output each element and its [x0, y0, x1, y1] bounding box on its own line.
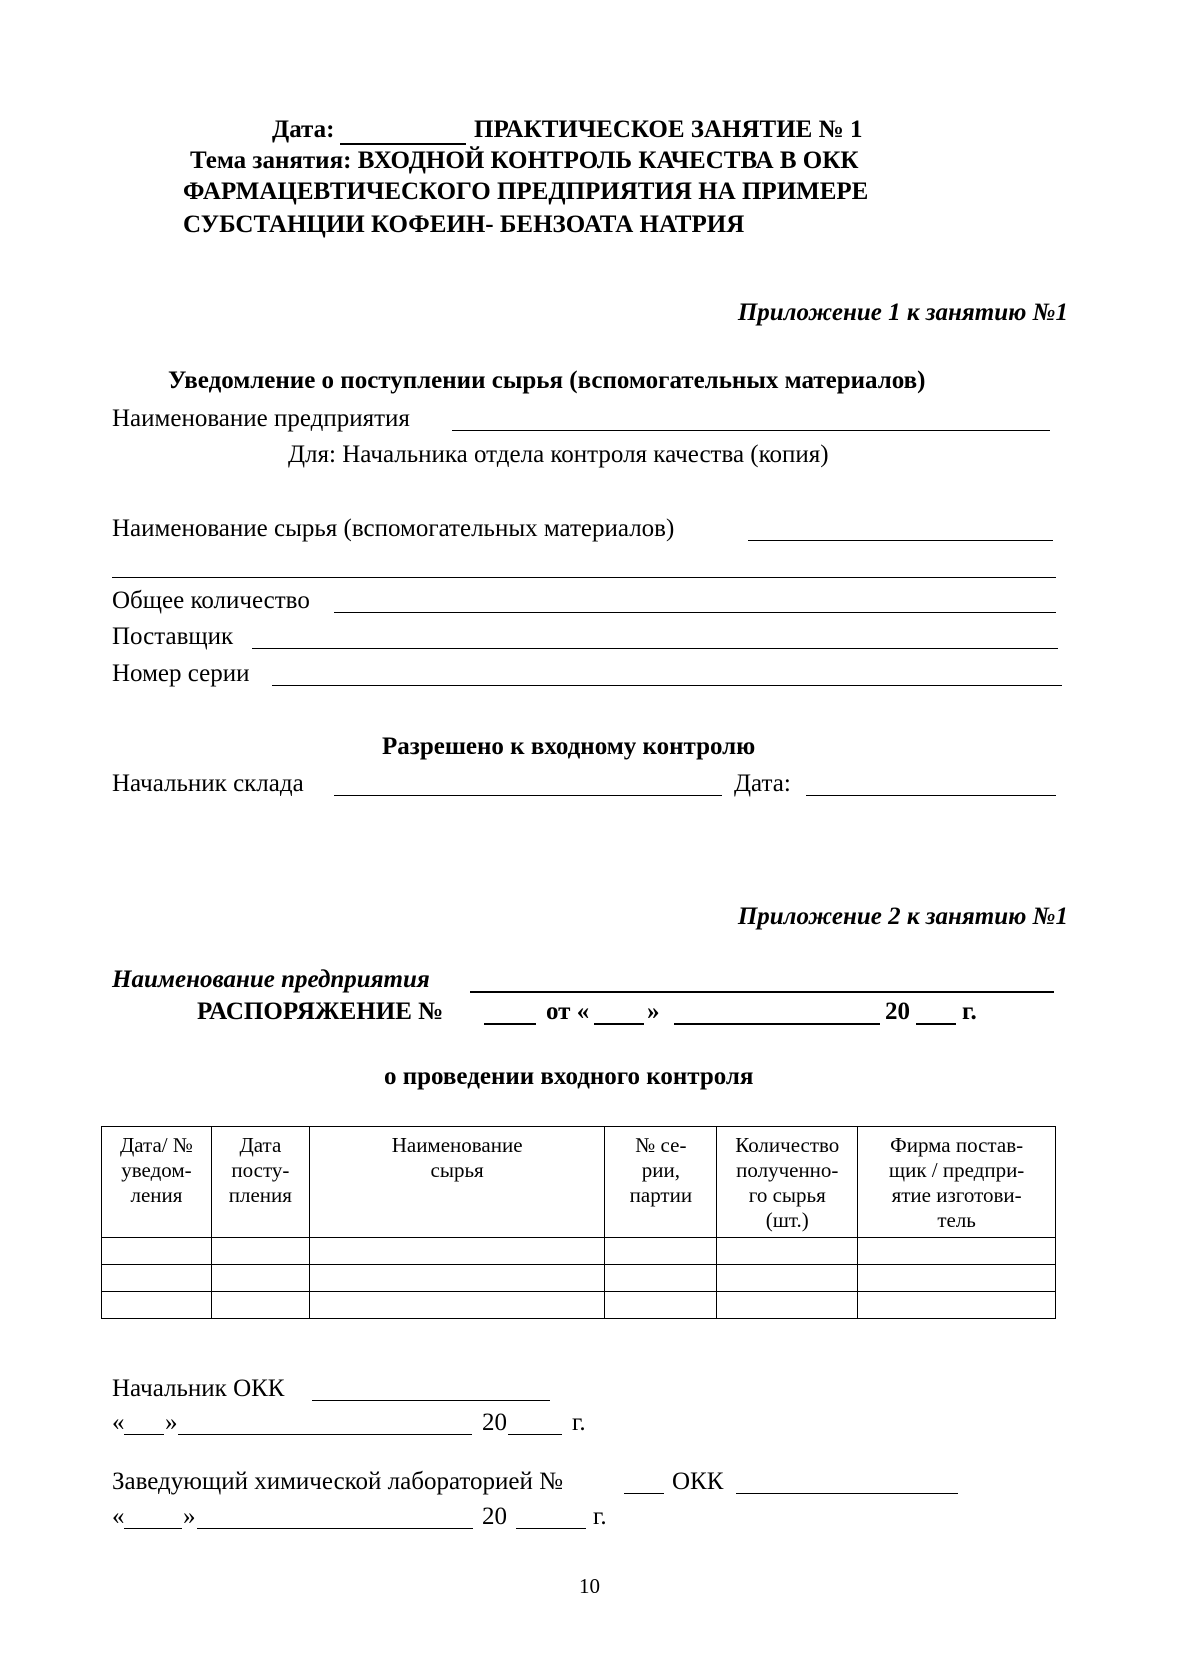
table-row — [102, 1265, 1056, 1292]
lab-head-label: Заведующий химической лабораторией № — [112, 1468, 563, 1495]
lesson-title: ПРАКТИЧЕСКОЕ ЗАНЯТИЕ № 1 — [474, 116, 863, 143]
sig2-year-suffix: г. — [593, 1503, 607, 1530]
total-quantity-line[interactable] — [334, 612, 1056, 613]
raw-material-label: Наименование сырья (вспомогательных материалов) — [112, 515, 675, 542]
sig2-month-line[interactable] — [197, 1528, 473, 1529]
page-number: 10 — [579, 1574, 600, 1598]
order-day-line[interactable] — [594, 1023, 644, 1025]
table-row — [102, 1238, 1056, 1265]
total-quantity-label: Общее количество — [112, 587, 310, 614]
table-cell[interactable] — [858, 1292, 1056, 1319]
table-cell[interactable] — [717, 1292, 858, 1319]
sig1-day-line[interactable] — [124, 1434, 164, 1435]
order-year-label: 20 — [885, 998, 910, 1025]
column-header-supplier: Фирма постав- щик / предпри- ятие изготови- тель — [858, 1127, 1056, 1238]
sig1-month-line[interactable] — [178, 1434, 472, 1435]
table-cell[interactable] — [309, 1292, 605, 1319]
order-month-line[interactable] — [674, 1023, 880, 1025]
okk-head-label: Начальник ОКК — [112, 1375, 285, 1402]
enterprise-label: Наименование предприятия — [112, 405, 410, 432]
warehouse-date-label: Дата: — [734, 770, 791, 797]
column-header-batch: № се- рии, партии — [605, 1127, 717, 1238]
topic-line-2: ФАРМАЦЕВТИЧЕСКОГО ПРЕДПРИЯТИЯ НА ПРИМЕРЕ — [183, 178, 869, 205]
table-cell[interactable] — [102, 1292, 212, 1319]
table-cell[interactable] — [717, 1265, 858, 1292]
topic-line-1: Тема занятия: ВХОДНОЙ КОНТРОЛЬ КАЧЕСТВА В ОКК — [190, 147, 859, 174]
table-cell[interactable] — [605, 1238, 717, 1265]
order-close-quote: » — [647, 998, 660, 1025]
enterprise-line[interactable] — [452, 430, 1050, 431]
sig2-day-line[interactable] — [124, 1528, 182, 1529]
supplier-line[interactable] — [252, 648, 1058, 649]
raw-material-line[interactable] — [748, 540, 1053, 541]
table-cell[interactable] — [102, 1265, 212, 1292]
batch-number-line[interactable] — [272, 685, 1062, 686]
appendix2-enterprise-line[interactable] — [470, 991, 1054, 993]
table-cell[interactable] — [211, 1292, 309, 1319]
topic-line-3: СУБСТАНЦИИ КОФЕИН- БЕНЗОАТА НАТРИЯ — [183, 211, 745, 238]
column-header-notice-date: Дата/ № уведом- ления — [102, 1127, 212, 1238]
order-number-line[interactable] — [484, 1023, 536, 1025]
for-line: Для: Начальника отдела контроля качества (копия) — [288, 441, 829, 468]
table-cell[interactable] — [102, 1238, 212, 1265]
table-header-row — [102, 1127, 1056, 1238]
sig1-year-suffix: г. — [572, 1409, 586, 1436]
batch-number-label: Номер серии — [112, 660, 250, 687]
appendix1-heading: Уведомление о поступлении сырья (вспомогательных материалов) — [168, 367, 926, 394]
order-year-line[interactable] — [916, 1023, 956, 1025]
appendix2-subheading: о проведении входного контроля — [384, 1063, 754, 1090]
sig2-close-quote: » — [183, 1503, 196, 1530]
raw-material-line-2[interactable] — [112, 577, 1056, 578]
column-header-receipt-date: Дата посту- пления — [211, 1127, 309, 1238]
sig1-close-quote: » — [165, 1409, 178, 1436]
sig2-year-line[interactable] — [516, 1528, 586, 1529]
table-cell[interactable] — [717, 1238, 858, 1265]
appendix1-label: Приложение 1 к занятию №1 — [737, 299, 1068, 326]
order-number-label: РАСПОРЯЖЕНИЕ № — [197, 998, 444, 1025]
appendix2-label: Приложение 2 к занятию №1 — [737, 903, 1068, 930]
sig1-open-quote: « — [112, 1409, 125, 1436]
table-cell[interactable] — [211, 1265, 309, 1292]
warehouse-date-line[interactable] — [806, 795, 1056, 796]
table-cell[interactable] — [309, 1265, 605, 1292]
header-date-label: Дата: — [272, 116, 335, 143]
incoming-control-table — [101, 1126, 1056, 1319]
order-year-suffix: г. — [962, 998, 977, 1025]
warehouse-head-line[interactable] — [334, 795, 722, 796]
table-cell[interactable] — [605, 1265, 717, 1292]
header-date-line — [340, 143, 466, 145]
lab-number-line[interactable] — [624, 1493, 664, 1494]
sig2-open-quote: « — [112, 1503, 125, 1530]
table-cell[interactable] — [858, 1238, 1056, 1265]
appendix2-enterprise-label: Наименование предприятия — [112, 966, 430, 993]
sig1-year-label: 20 — [482, 1409, 507, 1436]
permitted-heading: Разрешено к входному контролю — [382, 733, 756, 760]
column-header-raw-material: Наименование сырья — [309, 1127, 605, 1238]
sig2-year-label: 20 — [482, 1503, 507, 1530]
supplier-label: Поставщик — [112, 623, 234, 650]
order-from-label: от « — [546, 998, 590, 1025]
lab-head-okk: ОКК — [672, 1468, 724, 1495]
okk-head-line[interactable] — [312, 1400, 550, 1401]
column-header-quantity: Количество полученно- го сырья (шт.) — [717, 1127, 858, 1238]
lab-head-line[interactable] — [736, 1493, 958, 1494]
warehouse-head-label: Начальник склада — [112, 770, 304, 797]
table-cell[interactable] — [309, 1238, 605, 1265]
table-cell[interactable] — [858, 1265, 1056, 1292]
table-row — [102, 1292, 1056, 1319]
table-cell[interactable] — [211, 1238, 309, 1265]
table-cell[interactable] — [605, 1292, 717, 1319]
sig1-year-line[interactable] — [508, 1434, 562, 1435]
